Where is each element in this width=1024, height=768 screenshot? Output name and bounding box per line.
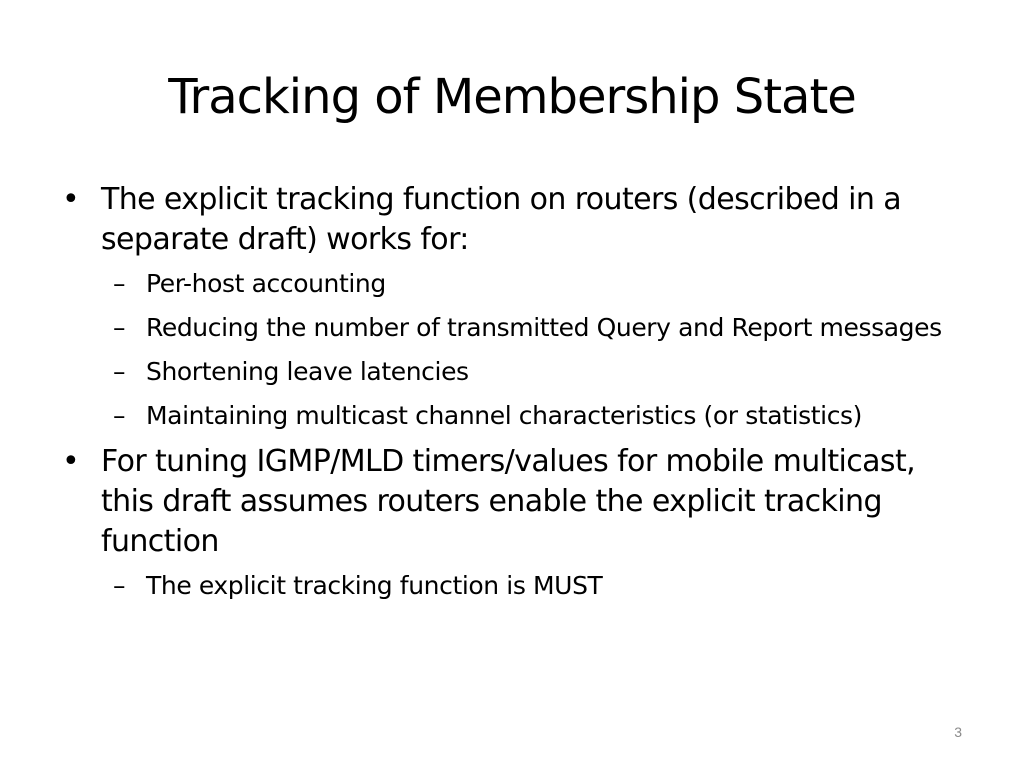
- sub-bullet-marker: –: [113, 313, 126, 342]
- sub-bullet-text: Reducing the number of transmitted Query and Report messages: [146, 313, 942, 342]
- sub-bullet-item: [62, 398, 962, 433]
- sub-bullet-marker: –: [113, 269, 126, 298]
- sub-bullet-marker: –: [113, 571, 126, 600]
- bullet-marker: •: [62, 182, 80, 217]
- bullet-text: For tuning IGMP/MLD timers/values for mobile multicast, this draft assumes routers enable the explicit tracking function: [101, 444, 916, 559]
- sub-bullet-text: The explicit tracking function is MUST: [146, 571, 603, 600]
- sub-bullet-item: [62, 310, 962, 345]
- bullet-marker: •: [62, 444, 80, 479]
- sub-bullet-item: [62, 266, 962, 301]
- sub-bullet-text: Maintaining multicast channel characteristics (or statistics): [146, 401, 863, 430]
- sub-bullet-text: Shortening leave latencies: [146, 357, 469, 386]
- page-number: 3: [954, 724, 962, 740]
- sub-bullet-text: Per-host accounting: [146, 269, 386, 298]
- bullet-item: [62, 442, 962, 562]
- slide-body: [62, 180, 962, 612]
- sub-bullet-marker: –: [113, 401, 126, 430]
- bullet-item: [62, 180, 962, 260]
- sub-bullet-marker: –: [113, 357, 126, 386]
- slide-title: Tracking of Membership State: [168, 69, 856, 125]
- sub-bullet-item: [62, 354, 962, 389]
- bullet-text: The explicit tracking function on routers (described in a separate draft) works for:: [101, 182, 902, 257]
- sub-bullet-item: [62, 568, 962, 603]
